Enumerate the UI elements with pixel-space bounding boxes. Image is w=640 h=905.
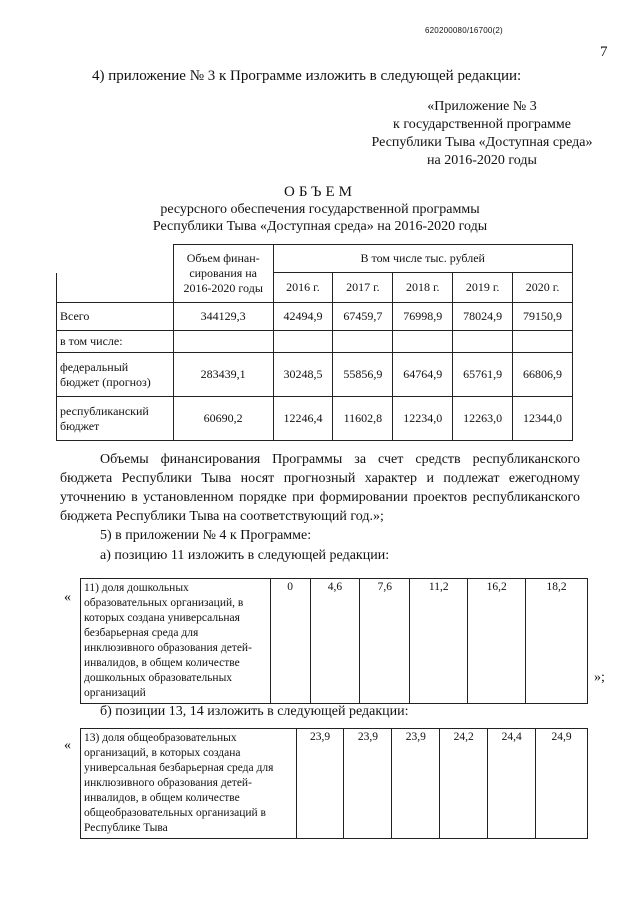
document-subtitle: ресурсного обеспечения государственной программы: [160, 202, 480, 217]
appendix-caption-line: к государственной программе: [393, 117, 571, 132]
appendix-caption-line: Республики Тыва «Доступная среда»: [371, 135, 593, 150]
indicator-value: 0: [270, 579, 310, 704]
header-year: 2017 г.: [333, 273, 393, 303]
header-total: Объем финан-сирования на 2016-2020 годы: [173, 245, 273, 303]
appendix-caption: [352, 98, 612, 170]
quote-open: «: [64, 590, 71, 605]
row-value: 42494,9: [273, 303, 333, 331]
indicator-value: 23,9: [296, 729, 344, 839]
funding-table: [56, 244, 573, 441]
row-value: 55856,9: [333, 353, 393, 397]
position-11-table: [80, 578, 588, 704]
row-value: 12263,0: [453, 397, 513, 441]
table-row: [57, 353, 573, 397]
item-5b-text: б) позиции 13, 14 изложить в следующей редакции:: [100, 704, 409, 719]
table-row: [81, 579, 588, 704]
indicator-value: 11,2: [410, 579, 468, 704]
row-label: республиканский бюджет: [57, 397, 174, 441]
row-value: 76998,9: [393, 303, 453, 331]
row-total: 344129,3: [173, 303, 273, 331]
document-number: 620200080/16700(2): [425, 26, 503, 35]
indicator-label: 11) доля дошкольных образовательных организаций, в которых создана универсальная безбарьерная среда для инклюзивного образования детей-инвалидов, в общем количестве дошкольных образовательных организаций: [81, 579, 271, 704]
row-value: 79150,9: [513, 303, 573, 331]
indicator-value: 16,2: [468, 579, 526, 704]
header-year: 2018 г.: [393, 273, 453, 303]
row-label: Всего: [57, 303, 174, 331]
table-row: [57, 303, 573, 331]
item-5a-text: а) позицию 11 изложить в следующей редакции:: [100, 548, 390, 563]
item-4-text: 4) приложение № 3 к Программе изложить в следующей редакции:: [92, 68, 522, 84]
indicator-value: 4,6: [310, 579, 360, 704]
row-value: 30248,5: [273, 353, 333, 397]
row-value: 12246,4: [273, 397, 333, 441]
row-total: 60690,2: [173, 397, 273, 441]
indicator-value: 24,4: [488, 729, 536, 839]
table-row: [57, 397, 573, 441]
quote-open-2: «: [64, 738, 71, 753]
indicator-value: 24,9: [536, 729, 588, 839]
row-value: 12344,0: [513, 397, 573, 441]
appendix-caption-line: на 2016-2020 годы: [427, 153, 537, 168]
indicator-value: 23,9: [344, 729, 392, 839]
indicator-value: 24,2: [440, 729, 488, 839]
document-title: ОБЪЕМ: [284, 184, 356, 200]
row-value: 64764,9: [393, 353, 453, 397]
appendix-caption-line: «Приложение № 3: [427, 99, 537, 114]
header-group: В том числе тыс. рублей: [273, 245, 572, 273]
indicator-value: 7,6: [360, 579, 410, 704]
row-value: 12234,0: [393, 397, 453, 441]
row-label: федеральный бюджет (прогноз): [57, 353, 174, 397]
header-year: 2020 г.: [513, 273, 573, 303]
header-year: 2019 г.: [453, 273, 513, 303]
paragraph-funding-note: Объемы финансирования Программы за счет средств республиканского бюджета Республики Тыва носят прогнозный характер и подлежат ежегодному уточнению в установленном порядке при формировании проектов республиканского бюджета Республики Тыва на соответствующий год.»;: [60, 452, 580, 524]
quote-close: »;: [594, 670, 605, 685]
indicator-label: 13) доля общеобразовательных организаций, в которых создана универсальная безбарьерная среда для инклюзивного образования детей-инвалидов, в общем количестве общеобразовательных организаций в Республике Тыва: [81, 729, 297, 839]
row-value: 67459,7: [333, 303, 393, 331]
row-value: 78024,9: [453, 303, 513, 331]
document-subtitle-2: Республики Тыва «Доступная среда» на 2016-2020 годы: [152, 219, 488, 234]
header-year: 2016 г.: [273, 273, 333, 303]
row-value: 11602,8: [333, 397, 393, 441]
row-value: 66806,9: [513, 353, 573, 397]
row-total: 283439,1: [173, 353, 273, 397]
row-value: 65761,9: [453, 353, 513, 397]
indicator-value: 18,2: [526, 579, 588, 704]
table-row: [57, 331, 573, 353]
indicator-value: 23,9: [392, 729, 440, 839]
page-number: 7: [600, 44, 608, 60]
table-row: [81, 729, 588, 839]
position-13-table: [80, 728, 588, 839]
row-label: в том числе:: [57, 331, 174, 353]
item-5-text: 5) в приложении № 4 к Программе:: [100, 528, 312, 543]
